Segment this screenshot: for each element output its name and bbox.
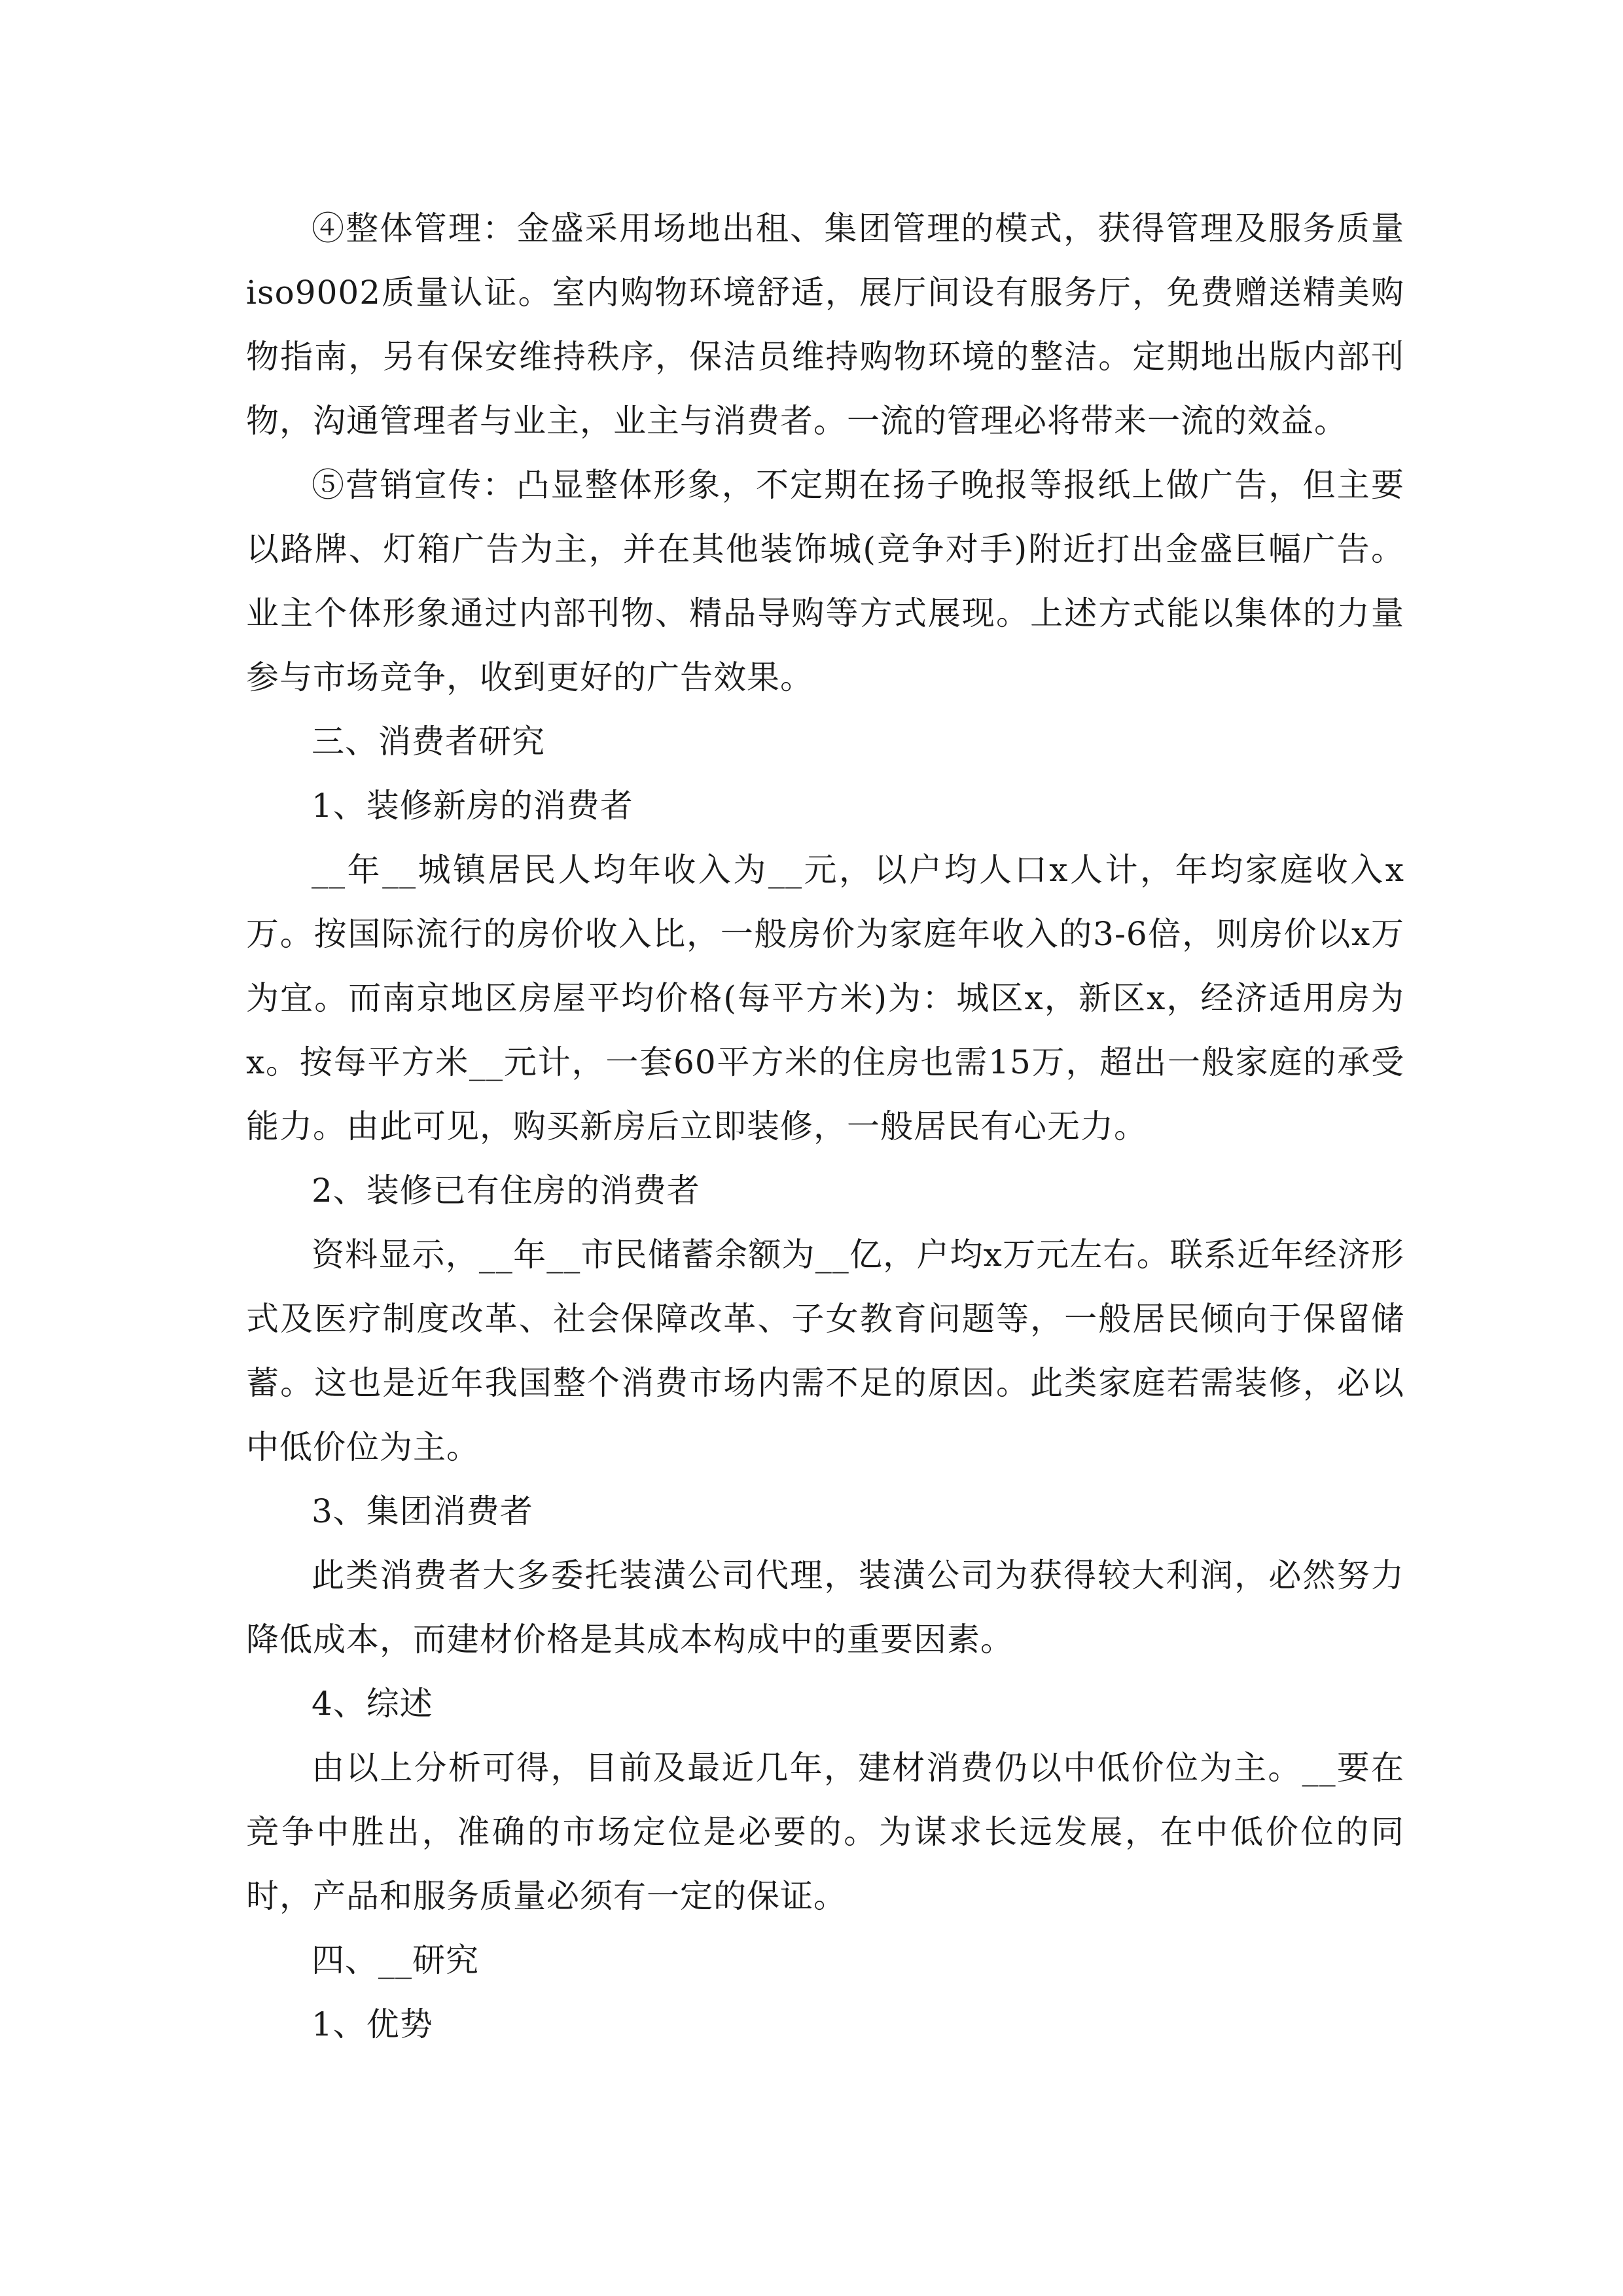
paragraph-marketing-promotion: ⑤营销宣传：凸显整体形象，不定期在扬子晚报等报纸上做广告，但主要以路牌、灯箱广告为主，并在其他装饰城(竞争对手)附近打出金盛巨幅广告。业主个体形象通过内部刊物、精品导购等方式展现。上述方式能以集体的力量参与市场竞争，收到更好的广告效果。: [246, 466, 1404, 696]
subheading-new-house-consumers: 1、装修新房的消费者: [312, 787, 633, 825]
section-heading-research-four: 四、__研究: [312, 1941, 479, 1979]
paragraph-new-house-consumers: __年__城镇居民人均年收入为__元，以户均人口x人计，年均家庭收入x万。按国际流行的房价收入比，一般房价为家庭年收入的3-6倍，则房价以x万为宜。而南京地区房屋平均价格(每平方米)为：城区x，新区x，经济适用房为x。按每平方米__元计，一套60平方米的住房也需15万，超出一般家庭的承受能力。由此可见，购买新房后立即装修，一般居民有心无力。: [246, 851, 1404, 1145]
paragraph-group-consumers: 此类消费者大多委托装潢公司代理，装潢公司为获得较大利润，必然努力降低成本，而建材价格是其成本构成中的重要因素。: [246, 1556, 1404, 1659]
subheading-group-consumers: 3、集团消费者: [312, 1492, 533, 1530]
paragraph-existing-house-consumers: 资料显示，__年__市民储蓄余额为__亿，户均x万元左右。联系近年经济形式及医疗制度改革、社会保障改革、子女教育问题等，一般居民倾向于保留储蓄。这也是近年我国整个消费市场内需不足的原因。此类家庭若需装修，必以中低价位为主。: [246, 1236, 1404, 1466]
subheading-summary: 4、综述: [312, 1685, 433, 1723]
paragraph-overall-management: ④整体管理：金盛采用场地出租、集团管理的模式，获得管理及服务质量iso9002质量认证。室内购物环境舒适，展厅间设有服务厅，免费赠送精美购物指南，另有保安维持秩序，保洁员维持购物环境的整洁。定期地出版内部刊物，沟通管理者与业主，业主与消费者。一流的管理必将带来一流的效益。: [246, 209, 1404, 440]
paragraph-summary: 由以上分析可得，目前及最近几年，建材消费仍以中低价位为主。__要在竞争中胜出，准确的市场定位是必要的。为谋求长远发展，在中低价位的同时，产品和服务质量必须有一定的保证。: [246, 1749, 1404, 1915]
subheading-existing-house-consumers: 2、装修已有住房的消费者: [312, 1172, 700, 1210]
section-heading-consumer-research: 三、消费者研究: [312, 723, 545, 761]
document-body: [246, 196, 1404, 2056]
subheading-advantages: 1、优势: [312, 2005, 433, 2043]
